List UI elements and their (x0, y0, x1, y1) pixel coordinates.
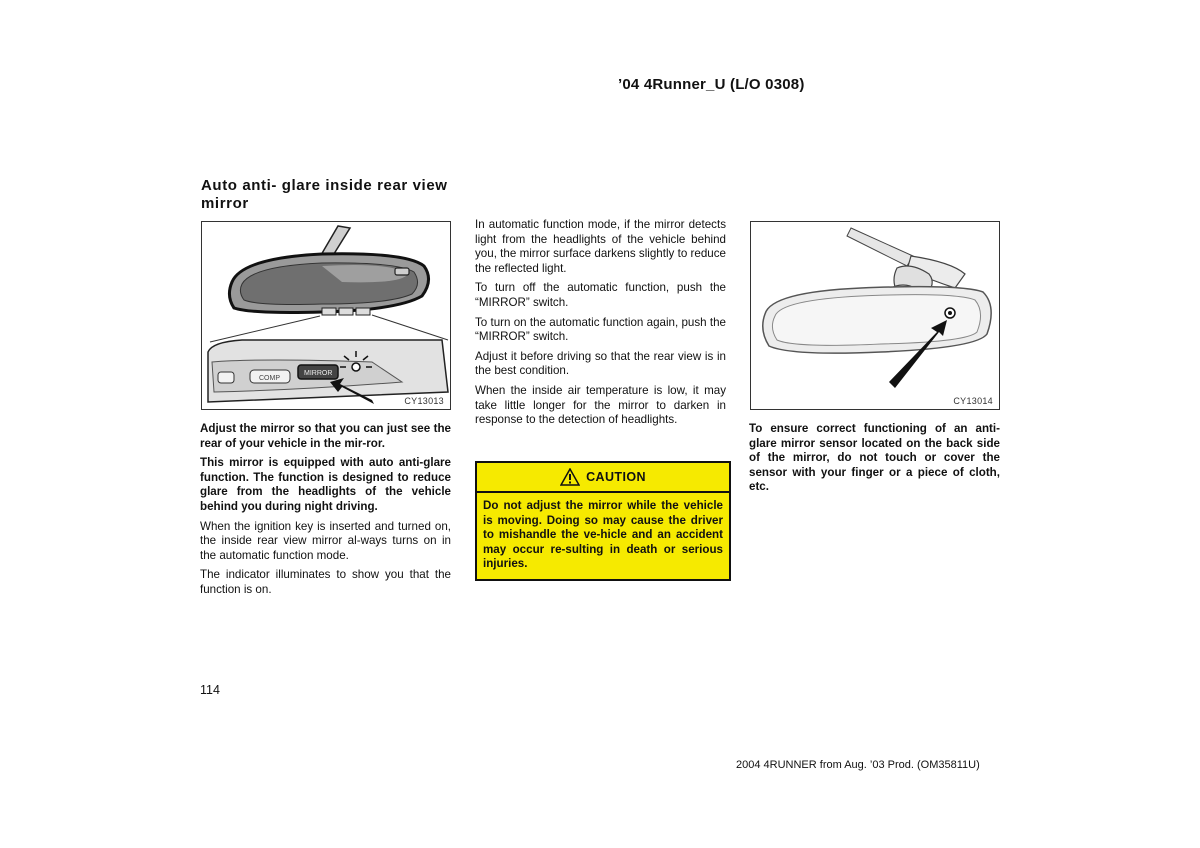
paragraph: When the ignition key is inserted and turned on, the inside rear view mirror al-ways turns on in the automatic function mode. (200, 519, 451, 562)
column-left (200, 422, 451, 603)
column-middle (475, 218, 726, 433)
paragraph: To turn on the automatic function again, push the “MIRROR” switch. (475, 315, 726, 344)
paragraph: To ensure correct functioning of an anti- glare mirror sensor located on the back side of the mirror, do not touch or cover the sensor with your finger or a piece of cloth, etc. (749, 422, 1000, 494)
mirror-back-figure (750, 221, 1000, 410)
mirror-button-label: MIRROR (304, 370, 333, 377)
footer-text: 2004 4RUNNER from Aug. ’03 Prod. (OM35811U) (736, 759, 980, 771)
column-right (749, 422, 1000, 500)
paragraph: This mirror is equipped with auto anti-glare function. The function is designed to reduce glare from the headlights of the vehicle behind you during night driving. (200, 456, 451, 513)
paragraph: Adjust the mirror so that you can just see the rear of your vehicle in the mir-ror. (200, 422, 451, 450)
paragraph: In automatic function mode, if the mirror detects light from the headlights of the vehicle behind you, the mirror surface darkens slightly to reduce the reflected light. (475, 218, 726, 275)
caution-title: CAUTION (586, 470, 646, 484)
page-number: 114 (200, 683, 220, 697)
mirror-back-illustration (751, 222, 999, 409)
figure-code: CY13014 (953, 396, 993, 406)
warning-triangle-icon (560, 468, 580, 486)
caution-box (475, 461, 731, 581)
paragraph: The indicator illuminates to show you that the function is on. (200, 568, 451, 596)
paragraph: To turn off the automatic function, push the “MIRROR” switch. (475, 281, 726, 309)
paragraph: When the inside air temperature is low, it may take little longer for the mirror to darken in response to the detection of headlights. (475, 383, 726, 427)
caution-header (477, 463, 729, 493)
comp-button-label: COMP (259, 375, 280, 382)
document-code-header: ’04 4Runner_U (L/O 0308) (618, 76, 805, 93)
mirror-front-figure (201, 221, 451, 410)
caution-text: Do not adjust the mirror while the vehicle is moving. Doing so may cause the driver to mishandle the ve-hicle and an accident may occur re-sulting in death or serious injuries. (483, 499, 723, 571)
paragraph: Adjust it before driving so that the rear view is in the best condition. (475, 349, 726, 378)
section-title: Auto anti- glare inside rear view mirror (201, 177, 448, 212)
mirror-front-illustration (202, 222, 450, 409)
figure-code: CY13013 (404, 396, 444, 406)
